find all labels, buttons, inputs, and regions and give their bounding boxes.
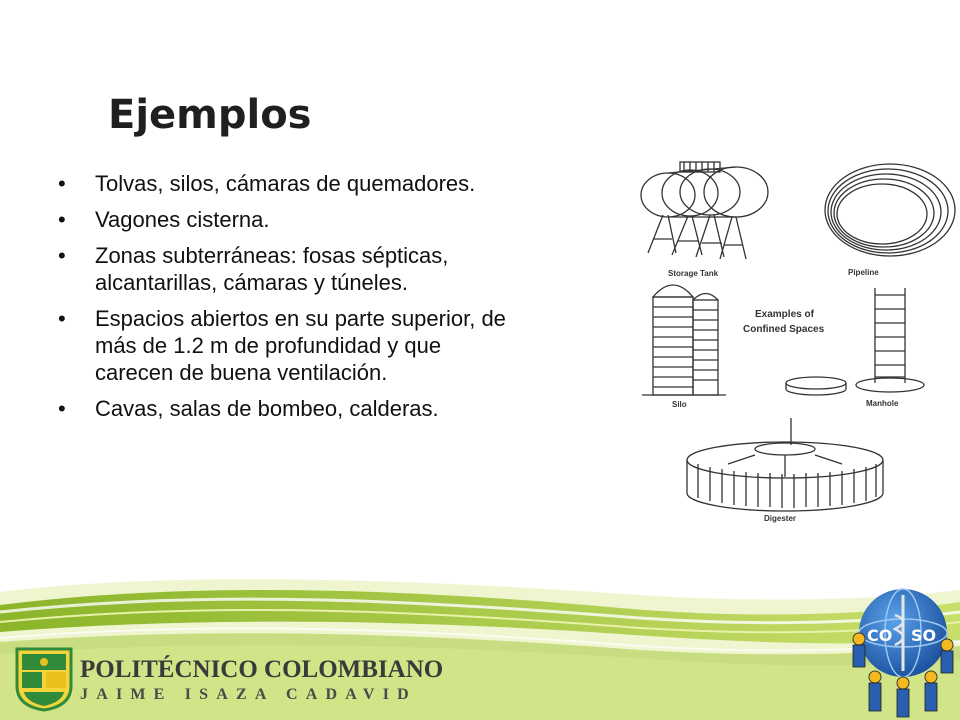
silo-label: Silo (672, 400, 687, 409)
pipeline-label: Pipeline (848, 268, 879, 277)
confined-spaces-diagram (628, 155, 960, 540)
bullet-item (58, 206, 658, 233)
bullet-line: • Tolvas, silos, cámaras de quemadores. (95, 171, 476, 196)
storage-tank-drawing (641, 162, 768, 259)
coso-globe-emblem (845, 585, 955, 720)
manhole-cover-drawing (786, 377, 846, 395)
slide-title: Ejemplos (108, 92, 312, 138)
silo-drawing (642, 285, 726, 395)
diagram-heading-line1: Examples of (755, 309, 814, 320)
coso-mark-left: CO (867, 626, 893, 645)
bullet-list (58, 170, 658, 431)
digester-label: Digester (764, 514, 797, 523)
coso-mark-right: SO (911, 626, 937, 645)
bullet-line: alcantarillas, cámaras y túneles. (95, 270, 409, 295)
bullet-line: • Zonas subterráneas: fosas sépticas, (95, 243, 449, 268)
bullet-line: más de 1.2 m de profundidad y que (95, 333, 442, 358)
institution-brand (80, 656, 443, 704)
ladder-drawing (856, 288, 924, 392)
bullet-line: • Espacios abiertos en su parte superior, de (95, 306, 506, 331)
bullet-item (58, 242, 658, 296)
bullet-line: • Vagones cisterna. (95, 207, 270, 232)
bullet-item (58, 305, 658, 386)
institution-name: POLITÉCNICO COLOMBIANO (80, 656, 444, 683)
digester-drawing (687, 418, 883, 511)
bullet-line: • Cavas, salas de bombeo, calderas. (95, 396, 439, 421)
bullet-item (58, 395, 658, 422)
bullet-item (58, 170, 658, 197)
institution-subtitle: JAIME ISAZA CADAVID (80, 686, 417, 703)
manhole-label: Manhole (866, 399, 899, 408)
pipeline-drawing (825, 164, 955, 256)
bullet-line: carecen de buena ventilación. (95, 360, 388, 385)
storage-tank-label: Storage Tank (668, 269, 719, 278)
politecnico-shield-logo (14, 646, 74, 712)
diagram-heading-line2: Confined Spaces (743, 324, 825, 335)
